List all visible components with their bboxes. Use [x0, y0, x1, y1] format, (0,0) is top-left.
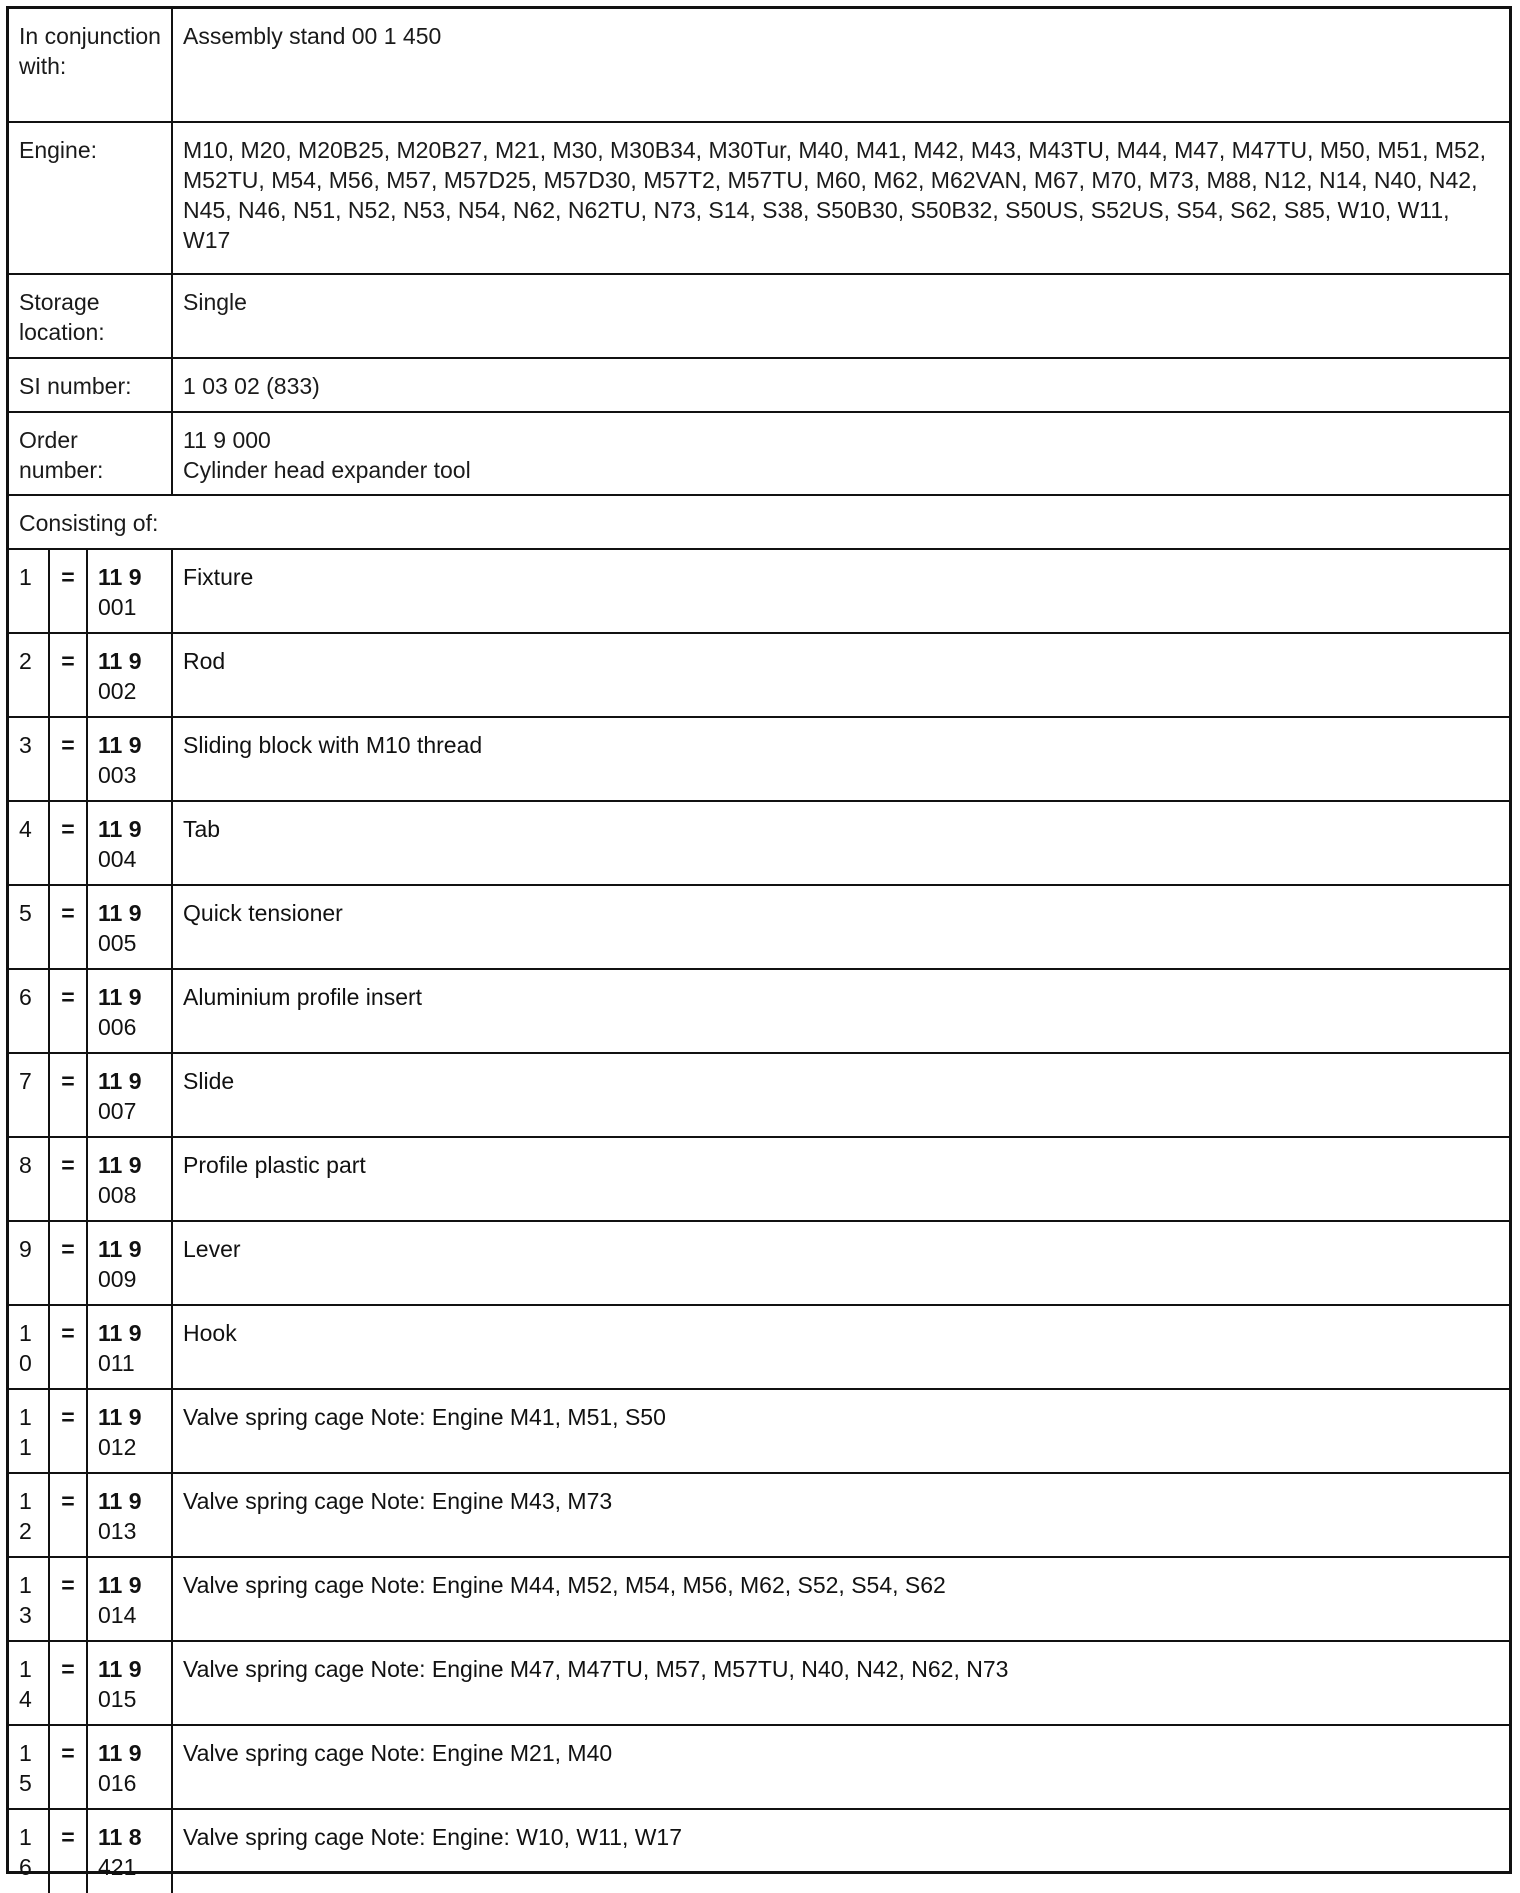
part-code-prefix: 11 8 — [98, 1824, 142, 1850]
part-code-suffix: 012 — [98, 1434, 137, 1460]
part-description: Quick tensioner — [172, 885, 1509, 969]
special-tool-spec-sheet — [6, 6, 1512, 1880]
part-code-suffix: 007 — [98, 1098, 137, 1124]
part-row — [9, 1389, 1509, 1473]
part-code — [87, 1725, 172, 1809]
part-row — [9, 1473, 1509, 1557]
part-code — [87, 885, 172, 969]
part-separator: = — [49, 1305, 87, 1389]
part-code-suffix: 001 — [98, 594, 137, 620]
part-code-prefix: 11 9 — [98, 564, 142, 590]
part-separator: = — [49, 633, 87, 717]
part-item-number: 3 — [9, 717, 49, 801]
part-separator: = — [49, 1137, 87, 1221]
part-code — [87, 717, 172, 801]
order-number-value — [172, 412, 1509, 495]
part-code — [87, 1137, 172, 1221]
part-description: Slide — [172, 1053, 1509, 1137]
part-item-number: 1 — [9, 549, 49, 633]
consisting-of-row — [9, 495, 1509, 549]
part-row — [9, 717, 1509, 801]
order-number-label: Order number: — [9, 412, 172, 495]
part-code-prefix: 11 9 — [98, 732, 142, 758]
engine-label: Engine: — [9, 122, 172, 274]
part-description: Valve spring cage Note: Engine M44, M52, M54, M56, M62, S52, S54, S62 — [172, 1557, 1509, 1641]
conjunction-row — [9, 9, 1509, 122]
storage-location-row — [9, 274, 1509, 358]
part-separator: = — [49, 717, 87, 801]
part-item-number: 4 — [9, 801, 49, 885]
part-code-prefix: 11 9 — [98, 1404, 142, 1430]
part-row — [9, 633, 1509, 717]
part-description: Sliding block with M10 thread — [172, 717, 1509, 801]
storage-location-value: Single — [172, 274, 1509, 358]
part-code — [87, 1557, 172, 1641]
part-code-suffix: 009 — [98, 1266, 137, 1292]
part-code-suffix: 002 — [98, 678, 137, 704]
part-separator: = — [49, 1641, 87, 1725]
part-code — [87, 801, 172, 885]
part-code — [87, 969, 172, 1053]
part-item-number: 14 — [9, 1641, 49, 1725]
part-row — [9, 1221, 1509, 1305]
part-code-prefix: 11 9 — [98, 1320, 142, 1346]
part-item-number: 16 — [9, 1809, 49, 1893]
part-row — [9, 1641, 1509, 1725]
part-code-suffix: 004 — [98, 846, 137, 872]
part-row — [9, 1557, 1509, 1641]
part-separator: = — [49, 1725, 87, 1809]
part-code — [87, 1389, 172, 1473]
part-code-suffix: 006 — [98, 1014, 137, 1040]
part-description: Valve spring cage Note: Engine M47, M47TU, M57, M57TU, N40, N42, N62, N73 — [172, 1641, 1509, 1725]
part-code-prefix: 11 9 — [98, 900, 142, 926]
part-separator: = — [49, 1473, 87, 1557]
part-separator: = — [49, 549, 87, 633]
part-code-suffix: 011 — [98, 1350, 135, 1376]
part-separator: = — [49, 801, 87, 885]
part-description: Valve spring cage Note: Engine: W10, W11, W17 — [172, 1809, 1509, 1893]
engine-list: M10, M20, M20B25, M20B27, M21, M30, M30B34, M30Tur, M40, M41, M42, M43, M43TU, M44, M47, M47TU, M50, M51, M52, M52TU, M54, M56, M57, M57D25, M57D30, M57T2, M57TU, M60, M62, M62VAN, M67, M70, M73, M88, N12, N14, N40, N42, N45, N46, N51, N52, N53, N54, N62, N62TU, N73, S14, S38, S50B30, S50B32, S50US, S52US, S54, S62, S85, W10, W11, W17 — [172, 122, 1509, 274]
part-item-number: 11 — [9, 1389, 49, 1473]
order-tool-name: Cylinder head expander tool — [183, 457, 471, 483]
part-description: Valve spring cage Note: Engine M43, M73 — [172, 1473, 1509, 1557]
consisting-of-label: Consisting of: — [9, 495, 1509, 549]
part-item-number: 6 — [9, 969, 49, 1053]
part-code-suffix: 014 — [98, 1602, 137, 1628]
part-item-number: 13 — [9, 1557, 49, 1641]
part-separator: = — [49, 1053, 87, 1137]
part-code-prefix: 11 9 — [98, 1488, 142, 1514]
part-item-number: 9 — [9, 1221, 49, 1305]
part-code — [87, 1053, 172, 1137]
part-code-suffix: 008 — [98, 1182, 137, 1208]
part-description: Aluminium profile insert — [172, 969, 1509, 1053]
part-row — [9, 1137, 1509, 1221]
part-code-suffix: 003 — [98, 762, 137, 788]
part-row — [9, 1053, 1509, 1137]
order-number-row — [9, 412, 1509, 495]
part-row — [9, 969, 1509, 1053]
part-description: Tab — [172, 801, 1509, 885]
part-item-number: 15 — [9, 1725, 49, 1809]
part-description: Fixture — [172, 549, 1509, 633]
part-item-number: 7 — [9, 1053, 49, 1137]
part-row — [9, 801, 1509, 885]
part-item-number: 10 — [9, 1305, 49, 1389]
part-code-prefix: 11 9 — [98, 648, 142, 674]
part-description: Lever — [172, 1221, 1509, 1305]
part-separator: = — [49, 1809, 87, 1893]
part-item-number: 8 — [9, 1137, 49, 1221]
part-code-prefix: 11 9 — [98, 1740, 142, 1766]
part-row — [9, 1809, 1509, 1893]
part-item-number: 5 — [9, 885, 49, 969]
part-item-number: 12 — [9, 1473, 49, 1557]
order-number: 11 9 000 — [183, 427, 271, 453]
part-row — [9, 885, 1509, 969]
conjunction-label: In conjunction with: — [9, 9, 172, 122]
storage-location-label: Storage location: — [9, 274, 172, 358]
part-description: Valve spring cage Note: Engine M21, M40 — [172, 1725, 1509, 1809]
part-description: Hook — [172, 1305, 1509, 1389]
part-code-prefix: 11 9 — [98, 1068, 142, 1094]
part-code-prefix: 11 9 — [98, 816, 142, 842]
part-code-suffix: 013 — [98, 1518, 137, 1544]
part-row — [9, 549, 1509, 633]
spec-table — [9, 9, 1509, 1893]
part-description: Valve spring cage Note: Engine M41, M51, S50 — [172, 1389, 1509, 1473]
part-row — [9, 1305, 1509, 1389]
part-description: Profile plastic part — [172, 1137, 1509, 1221]
part-code-prefix: 11 9 — [98, 1656, 142, 1682]
part-description: Rod — [172, 633, 1509, 717]
part-code — [87, 1473, 172, 1557]
si-number-row — [9, 358, 1509, 412]
conjunction-value: Assembly stand 00 1 450 — [172, 9, 1509, 122]
part-code-suffix: 005 — [98, 930, 137, 956]
si-number-label: SI number: — [9, 358, 172, 412]
part-code — [87, 549, 172, 633]
part-code-prefix: 11 9 — [98, 1152, 142, 1178]
part-code-prefix: 11 9 — [98, 984, 142, 1010]
engine-row — [9, 122, 1509, 274]
part-separator: = — [49, 969, 87, 1053]
part-separator: = — [49, 1557, 87, 1641]
part-row — [9, 1725, 1509, 1809]
part-code — [87, 1641, 172, 1725]
part-code-suffix: 421 — [98, 1854, 137, 1880]
part-code — [87, 1809, 172, 1893]
part-code-prefix: 11 9 — [98, 1572, 142, 1598]
si-number-value: 1 03 02 (833) — [172, 358, 1509, 412]
part-code-prefix: 11 9 — [98, 1236, 142, 1262]
part-code — [87, 1221, 172, 1305]
part-code-suffix: 015 — [98, 1686, 137, 1712]
part-separator: = — [49, 885, 87, 969]
part-code — [87, 633, 172, 717]
part-item-number: 2 — [9, 633, 49, 717]
part-code — [87, 1305, 172, 1389]
part-code-suffix: 016 — [98, 1770, 137, 1796]
part-separator: = — [49, 1389, 87, 1473]
part-separator: = — [49, 1221, 87, 1305]
